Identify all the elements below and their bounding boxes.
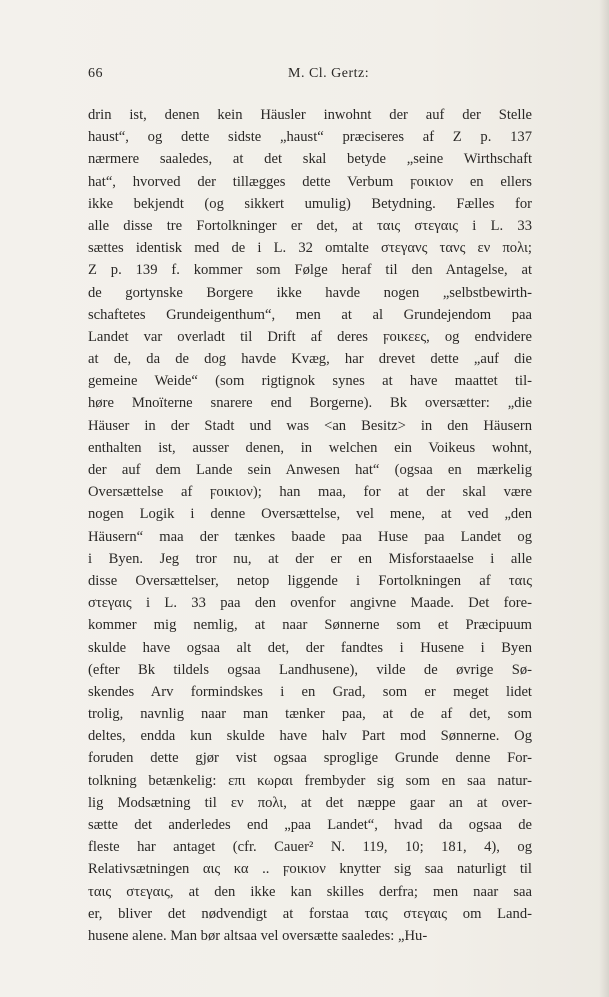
- running-head: M. Cl. Gertz:: [288, 66, 370, 81]
- page-header: [88, 66, 532, 86]
- text-line: ikke bekjendt (og sikkert umulig) Betydning. Fælles for: [88, 195, 532, 212]
- text-line: der auf dem Lande sein Anwesen hat“ (ogsaa en mærkelig: [88, 462, 532, 478]
- text-line: enthalten ist, ausser denen, in welchen ein Voikeus wohnt,: [88, 439, 532, 456]
- text-line: høre Mnoïterne snarere end Borgerne). Bk oversætter: „die: [88, 395, 532, 412]
- text-line: gemeine Weide“ (som rigtignok synes at have maattet til-: [88, 373, 532, 390]
- text-line: husene alene. Man bør altsaa vel oversætte saaledes: „Hu-: [88, 927, 428, 944]
- text-line: kommer mig nemlig, at naar Sønnerne som et Præcipuum: [88, 617, 532, 634]
- body-text: [88, 104, 532, 947]
- text-line: (efter Bk tildels ogsaa Landhusene), vilde de øvrige Sø-: [88, 661, 532, 678]
- text-line: sættes identisk med de i L. 32 omtalte στεγανς τανς εν πολι;: [88, 240, 532, 257]
- text-line: trolig, navnlig naar man tænker paa, at de af det, som: [88, 706, 532, 723]
- text-line: schaftetes Grundeigenthum“, men at al Grundejendom paa: [88, 306, 532, 323]
- text-line: nogen Logik i denne Oversættelse, vel mene, at ved „den: [88, 506, 532, 523]
- text-line: foruden dette gjør vist ogsaa sproglige Grunde denne For-: [88, 750, 532, 767]
- text-line: Z p. 139 f. kommer som Følge heraf til den Antagelse, at: [88, 262, 532, 279]
- text-line: at de, da de dog havde Kvæg, har drevet dette „auf die: [88, 351, 532, 368]
- text-line: er, bliver det nødvendigt at forstaa ταις στεγαις om Land-: [88, 905, 532, 922]
- text-line: Häuser in der Stadt und was <an Besitz> in den Häusern: [88, 417, 532, 434]
- text-line: Oversættelse af ϝοικιον); han maa, for at der skal være: [88, 484, 532, 501]
- text-line: ταις στεγαις, at den ikke kan skilles derfra; men naar saa: [88, 883, 532, 900]
- text-line: lig Modsætning til εν πολι, at det næppe gaar an at over-: [88, 794, 532, 811]
- text-line: haust“, og dette sidste „haust“ præciseres af Z p. 137: [88, 129, 532, 146]
- page-number: 66: [88, 66, 103, 81]
- text-line: nærmere saaledes, at det skal betyde „seine Wirthschaft: [88, 151, 532, 168]
- text-line: skulde have ogsaa alt det, der fandtes i Husene i Byen: [88, 639, 532, 656]
- text-line: στεγαις i L. 33 paa den ovenfor angivne Maade. Det fore-: [88, 595, 532, 612]
- text-line: disse Oversættelser, netop liggende i Fortolkningen af ταις: [88, 572, 532, 589]
- page-edge-shadow: [599, 0, 609, 997]
- text-line: hat“, hvorved der tillægges dette Verbum ϝοικιον en ellers: [88, 173, 532, 190]
- text-line: skendes Arv formindskes i en Grad, som er meget lidet: [88, 683, 532, 700]
- text-line: alle disse tre Fortolkninger er det, at ταις στεγαις i L. 33: [88, 217, 532, 234]
- text-line: Relativsætningen αις κα .. ϝοικιον knytter sig saa naturligt til: [88, 861, 532, 878]
- text-line: sætte det anderledes end „paa Landet“, hvad da ogsaa de: [88, 817, 532, 833]
- text-line: drin ist, denen kein Häusler inwohnt der auf der Stelle: [88, 107, 532, 123]
- text-line: i Byen. Jeg tror nu, at der er en Misforstaaelse i alle: [88, 550, 532, 567]
- text-line: Häusern“ maa der tænkes baade paa Huse paa Landet og: [88, 528, 532, 545]
- text-line: Landet var overladt til Drift af deres ϝοικεες, og endvidere: [88, 328, 532, 345]
- text-line: fleste har antaget (cfr. Cauer² N. 119, 10; 181, 4), og: [88, 839, 532, 856]
- text-line: tolkning betænkelig: επι κωραι frembyder sig som en saa natur-: [88, 772, 532, 789]
- text-line: deltes, endda kun skulde have halv Part mod Sønnerne. Og: [88, 728, 532, 745]
- text-line: de gortynske Borgere ikke havde nogen „selbstbewirth-: [88, 284, 532, 301]
